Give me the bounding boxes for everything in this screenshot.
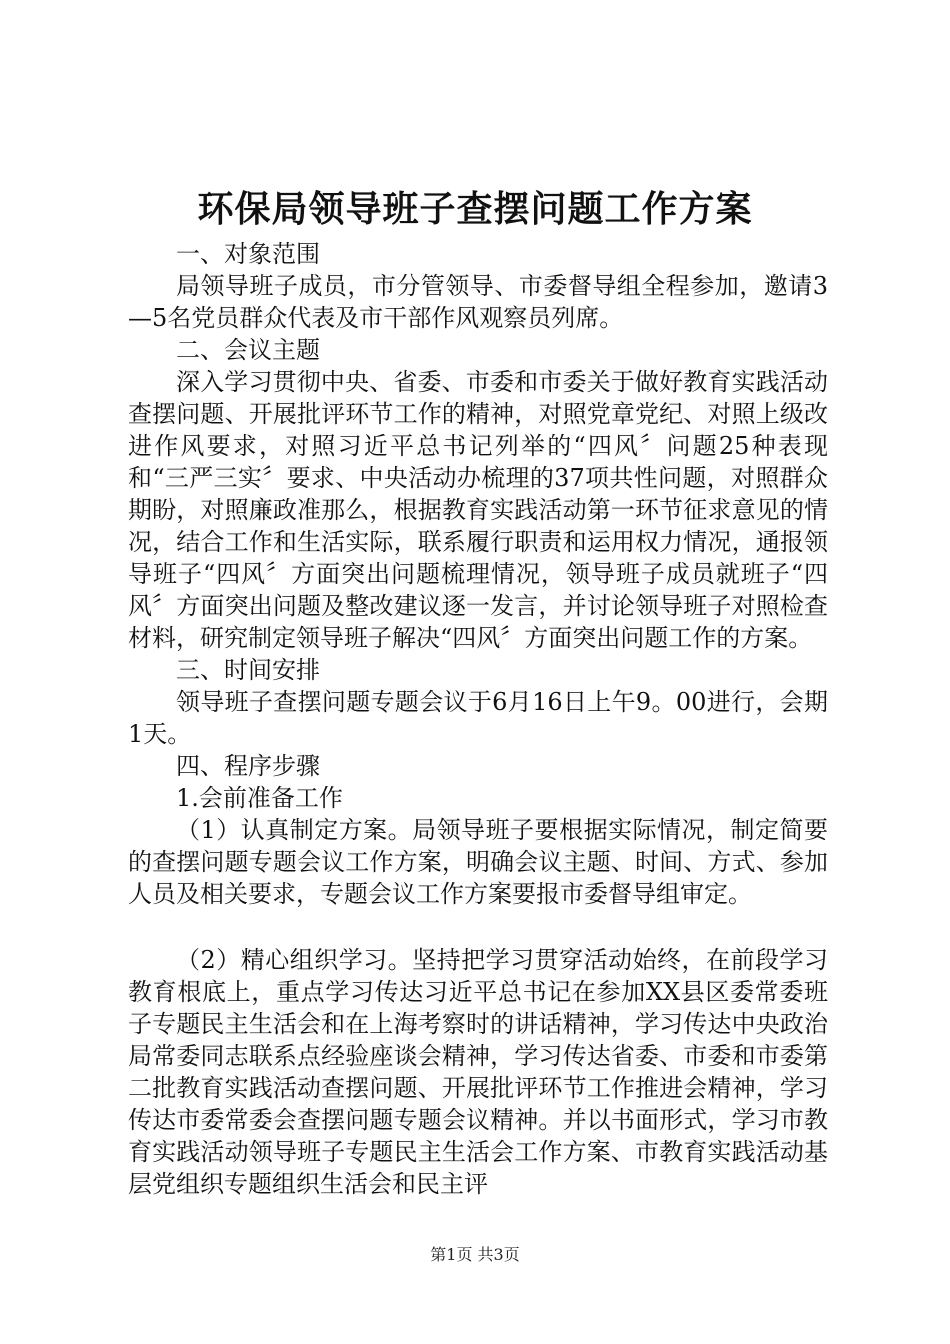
- section-heading-theme: 二、会议主题: [176, 336, 320, 364]
- subheading-preparation: 1.会前准备工作: [176, 784, 343, 812]
- paragraph-plan: （1）认真制定方案。局领导班子要根据实际情况，制定简要的查摆问题专题会议工作方案，明确会议主题、时间、方式、参加人员及相关要求，专题会议工作方案要报市委督导组审定。: [128, 816, 828, 908]
- document-title: 环保局领导班子查摆问题工作方案: [197, 188, 753, 230]
- section-heading-scope: 一、对象范围: [176, 240, 320, 268]
- document-body: [128, 238, 828, 1200]
- paragraph-scope: 局领导班子成员，市分管领导、市委督导组全程参加，邀请3—5名党员群众代表及市干部作风观察员列席。: [128, 272, 828, 332]
- paragraph-study: （2）精心组织学习。坚持把学习贯穿活动始终，在前段学习教育根底上，重点学习传达习近平总书记在参加XX县区委常委班子专题民主生活会和在上海考察时的讲话精神，学习传达中央政治局常委同志联系点经验座谈会精神，学习传达省委、市委和市委第二批教育实践活动查摆问题、开展批评环节工作推进会精神，学习传达市委常委会查摆问题专题会议精神。并以书面形式，学习市教育实践活动领导班子专题民主生活会工作方案、市教育实践活动基层党组织专题组织生活会和民主评: [128, 946, 828, 1198]
- paragraph-schedule: 领导班子查摆问题专题会议于6月16日上午9。00进行，会期1天。: [128, 688, 828, 748]
- section-heading-schedule: 三、时间安排: [176, 656, 320, 684]
- paragraph-theme: 深入学习贯彻中央、省委、市委和市委关于做好教育实践活动查摆问题、开展批评环节工作的精神，对照党章党纪、对照上级改进作风要求，对照习近平总书记列举的“四风〞问题25种表现和“三严三实〞要求、中央活动办梳理的37项共性问题，对照群众期盼，对照廉政准那么，根据教育实践活动第一环节征求意见的情况，结合工作和生活实际，联系履行职责和运用权力情况，通报领导班子“四风〞方面突出问题梳理情况，领导班子成员就班子“四风〞方面突出问题及整改建议逐一发言，并讨论领导班子对照检查材料，研究制定领导班子解决“四风〞方面突出问题工作的方案。: [128, 368, 828, 652]
- page-footer: 第1页 共3页: [430, 1245, 520, 1264]
- section-heading-procedure: 四、程序步骤: [176, 752, 320, 780]
